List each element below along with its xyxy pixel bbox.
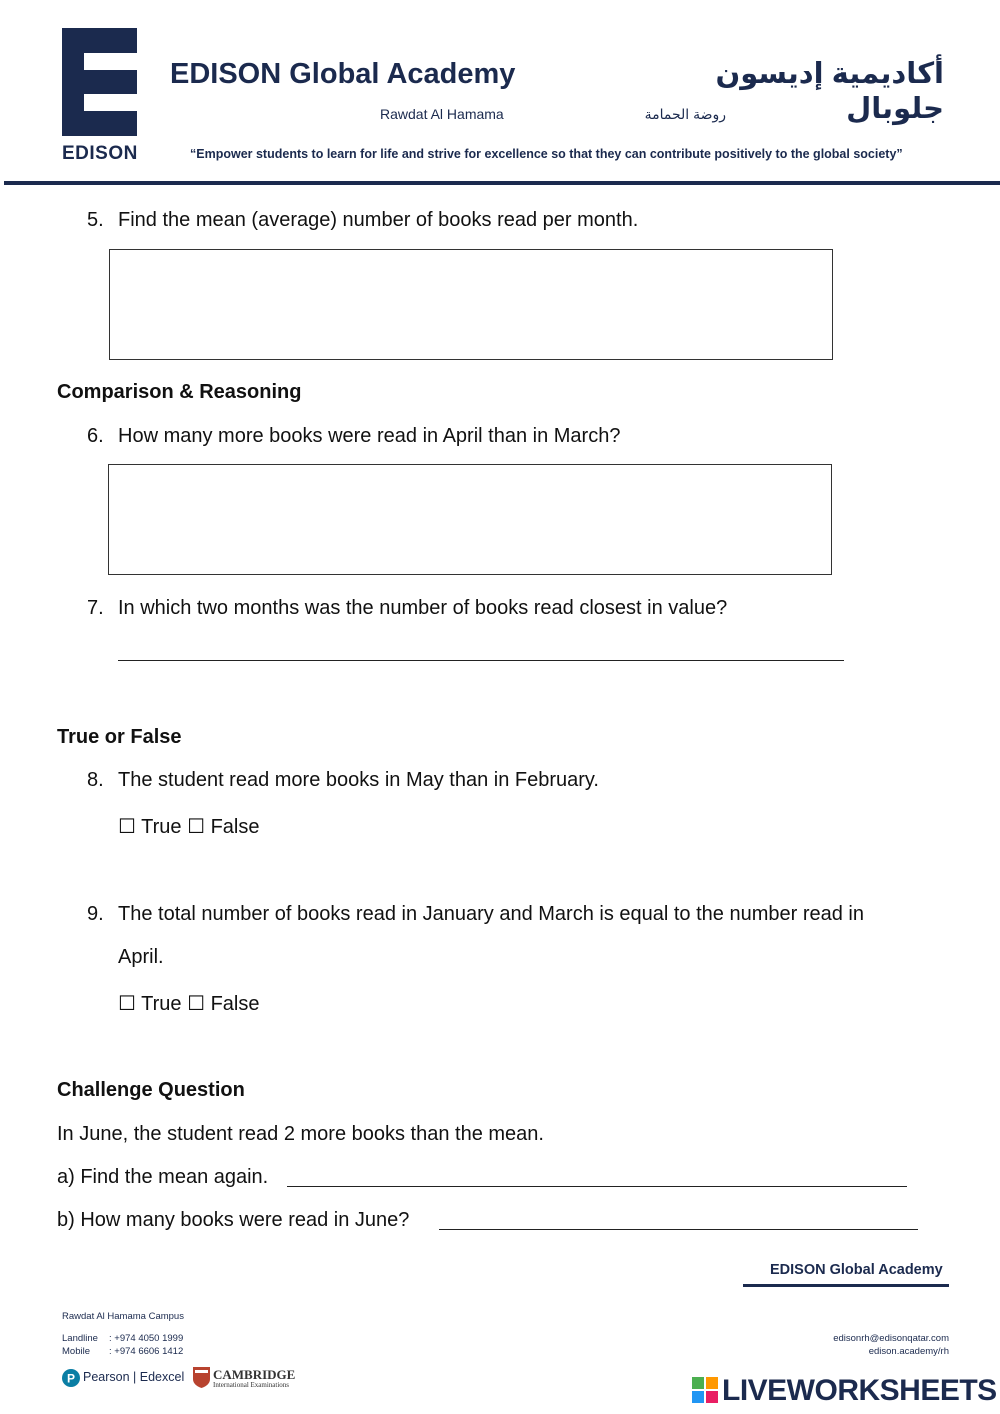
question-number: 5. xyxy=(87,209,104,231)
answer-box-q6[interactable] xyxy=(108,464,832,575)
pearson-edexcel-label: Pearson | Edexcel xyxy=(83,1370,185,1384)
question-text: The total number of books read in January and March is equal to the number read in xyxy=(118,903,864,925)
svg-text:P: P xyxy=(66,1371,76,1386)
true-checkbox[interactable]: ☐ True xyxy=(118,993,182,1015)
question-text: The student read more books in May than in February. xyxy=(118,769,599,791)
question-7 xyxy=(0,596,1000,622)
school-motto: “Empower students to learn for life and strive for excellence so that they can contribute positively to the global society” xyxy=(190,147,903,161)
cambridge-crest-icon xyxy=(193,1367,210,1388)
question-5 xyxy=(0,208,1000,234)
question-number: 6. xyxy=(87,425,104,447)
section-heading-true-false: True or False xyxy=(57,726,182,748)
true-false-options-q9 xyxy=(118,991,259,1016)
logo-word: EDISON xyxy=(62,143,138,164)
answer-line-q7[interactable] xyxy=(118,660,844,661)
challenge-intro: In June, the student read 2 more books than the mean. xyxy=(57,1123,544,1145)
question-number: 8. xyxy=(87,769,104,791)
answer-line-challenge-b[interactable] xyxy=(439,1229,918,1230)
brand-location-en: Rawdat Al Hamama xyxy=(380,106,504,122)
question-text: How many more books were read in April than in March? xyxy=(118,425,621,447)
false-checkbox[interactable]: ☐ False xyxy=(187,993,260,1015)
question-text: Find the mean (average) number of books read per month. xyxy=(118,209,639,231)
footer-campus: Rawdat Al Hamama Campus xyxy=(62,1311,184,1322)
section-heading-comparison: Comparison & Reasoning xyxy=(57,381,302,403)
question-number: 9. xyxy=(87,903,104,925)
cambridge-label: CAMBRIDGE xyxy=(213,1367,296,1382)
brand-name-ar: أكاديمية إديسون جلوبال xyxy=(715,58,944,125)
question-number: 7. xyxy=(87,597,104,619)
pearson-logo-icon xyxy=(62,1369,80,1387)
true-checkbox[interactable]: ☐ True xyxy=(118,816,182,838)
cambridge-sub-label: International Examinations xyxy=(213,1381,290,1389)
liveworksheets-watermark: LIVEWORKSHEETS xyxy=(722,1374,997,1407)
footer-divider xyxy=(743,1284,949,1287)
brand-location-ar: روضة الحمامة xyxy=(644,106,726,122)
footer-mobile: : +974 6606 1412 xyxy=(109,1346,184,1357)
brand-name-en: EDISON Global Academy xyxy=(170,58,516,90)
question-text: In which two months was the number of books read closest in value? xyxy=(118,597,728,619)
footer-mobile-label: Mobile xyxy=(62,1346,90,1357)
challenge-part-b: b) How many books were read in June? xyxy=(57,1209,410,1231)
liveworksheets-logo-icon xyxy=(692,1377,718,1403)
footer-website[interactable]: edison.academy/rh xyxy=(868,1346,949,1357)
question-text-continued: April. xyxy=(118,946,164,968)
question-9 xyxy=(0,902,1000,928)
section-heading-challenge: Challenge Question xyxy=(57,1079,245,1101)
footer-landline: : +974 4050 1999 xyxy=(109,1333,184,1344)
answer-box-q5[interactable] xyxy=(109,249,833,360)
question-6 xyxy=(0,424,1000,450)
footer-brand: EDISON Global Academy xyxy=(770,1262,943,1278)
false-checkbox[interactable]: ☐ False xyxy=(187,816,260,838)
answer-line-challenge-a[interactable] xyxy=(287,1186,907,1187)
footer-email[interactable]: edisonrh@edisonqatar.com xyxy=(833,1333,949,1344)
true-false-options-q8 xyxy=(118,814,259,839)
question-8 xyxy=(0,768,1000,794)
challenge-part-a: a) Find the mean again. xyxy=(57,1166,269,1188)
header-divider xyxy=(4,181,1000,185)
edison-logo-mark xyxy=(62,28,137,136)
footer-landline-label: Landline xyxy=(62,1333,98,1344)
